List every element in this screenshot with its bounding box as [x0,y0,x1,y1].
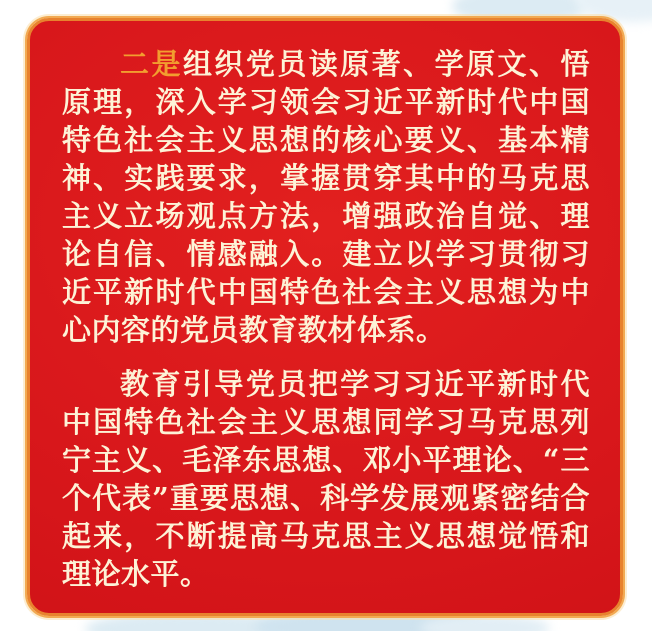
content-card [27,18,623,616]
paragraph-2 [62,365,590,593]
paragraph-1 [62,45,590,349]
paragraph-1-text: 组织党员读原著、学原文、悟原理，深入学习领会习近平新时代中国特色社会主义思想的核心要义、基本精神、实践要求，掌握贯穿其中的马克思主义立场观点方法，增强政治自觉、理论自信、情感融入。建立以学习贯彻习近平新时代中国特色社会主义思想为中心内容的党员教育教材体系。 [62,47,590,347]
paragraph-1-lead-emphasis: 二是 [120,47,183,81]
paragraph-2-text: 教育引导党员把学习习近平新时代中国特色社会主义思想同学习马克思列宁主义、毛泽东思想、邓小平理论、“三个代表”重要思想、科学发展观紧密结合起来，不断提高马克思主义思想觉悟和理论水平。 [62,367,590,591]
